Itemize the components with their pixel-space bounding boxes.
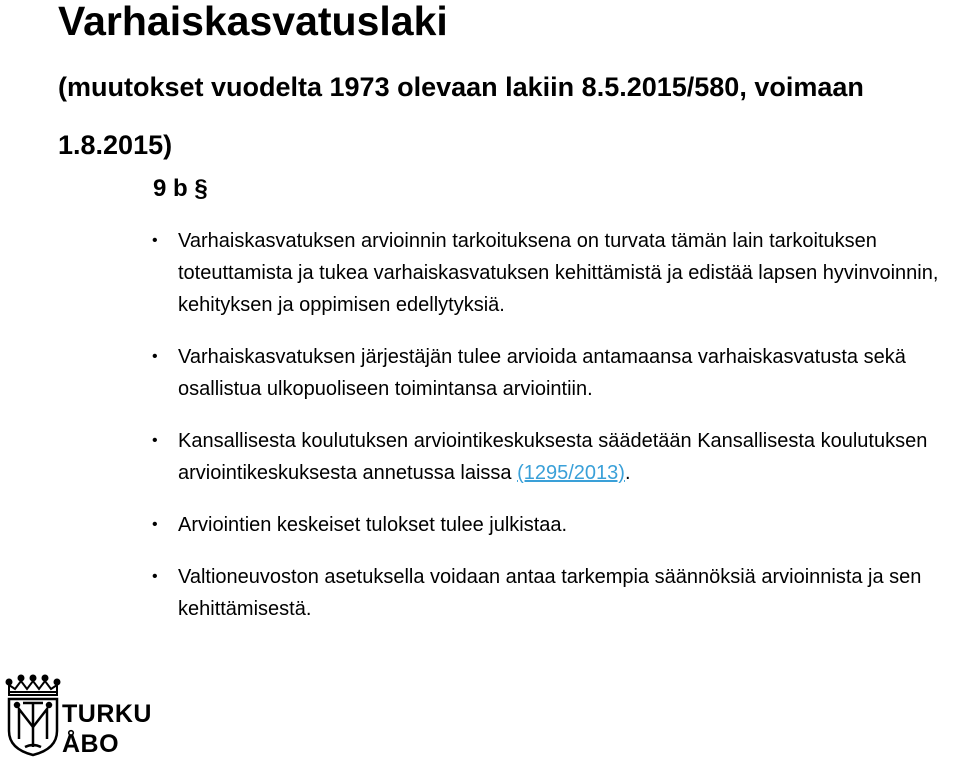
bullet-icon: •	[152, 432, 158, 449]
bullet-item	[150, 225, 950, 321]
bullet-item	[150, 425, 950, 489]
law-reference-link[interactable]: (1295/2013)	[517, 462, 625, 484]
bullet-icon: •	[152, 348, 158, 365]
bullet-text: Varhaiskasvatuksen arvioinnin tarkoituksena on turvata tämän lain tarkoituksen toteuttamista ja tukea varhaiskasvatuksen kehittämistä ja edistää lapsen hyvinvoinnin, kehityksen ja oppimisen edellytyksiä.	[178, 230, 939, 316]
bullet-icon: •	[152, 232, 158, 249]
bullet-text: Varhaiskasvatuksen järjestäjän tulee arvioida antamaansa varhaiskasvatusta sekä osallistua ulkopuoliseen toimintansa arviointiin.	[178, 346, 906, 400]
page-subtitle: (muutokset vuodelta 1973 olevaan lakiin 8.5.2015/580, voimaan 1.8.2015)	[58, 72, 864, 160]
bullet-text: Kansallisesta koulutuksen arviointikeskuksesta säädetään Kansallisesta koulutuksen arviointikeskuksesta annetussa laissa	[178, 430, 928, 484]
logo-text	[62, 699, 152, 759]
bullet-icon: •	[152, 568, 158, 585]
page-title: Varhaiskasvatuslaki	[58, 0, 448, 44]
bullet-text-end: .	[624, 462, 631, 484]
bullet-list	[150, 225, 950, 645]
bullet-text: Arviointien keskeiset tulokset tulee julkistaa.	[178, 514, 568, 536]
bullet-icon: •	[152, 516, 158, 533]
bullet-item	[150, 341, 950, 405]
section-heading: 9 b §	[153, 175, 208, 202]
bullet-item	[150, 561, 950, 625]
logo-line-abo: ÅBO	[62, 730, 120, 758]
bullet-text: Valtioneuvoston asetuksella voidaan antaa tarkempia säännöksiä arvioinnista ja sen kehittämisestä.	[178, 566, 922, 620]
bullet-item	[150, 509, 950, 541]
logo-line-turku: TURKU	[62, 700, 152, 728]
